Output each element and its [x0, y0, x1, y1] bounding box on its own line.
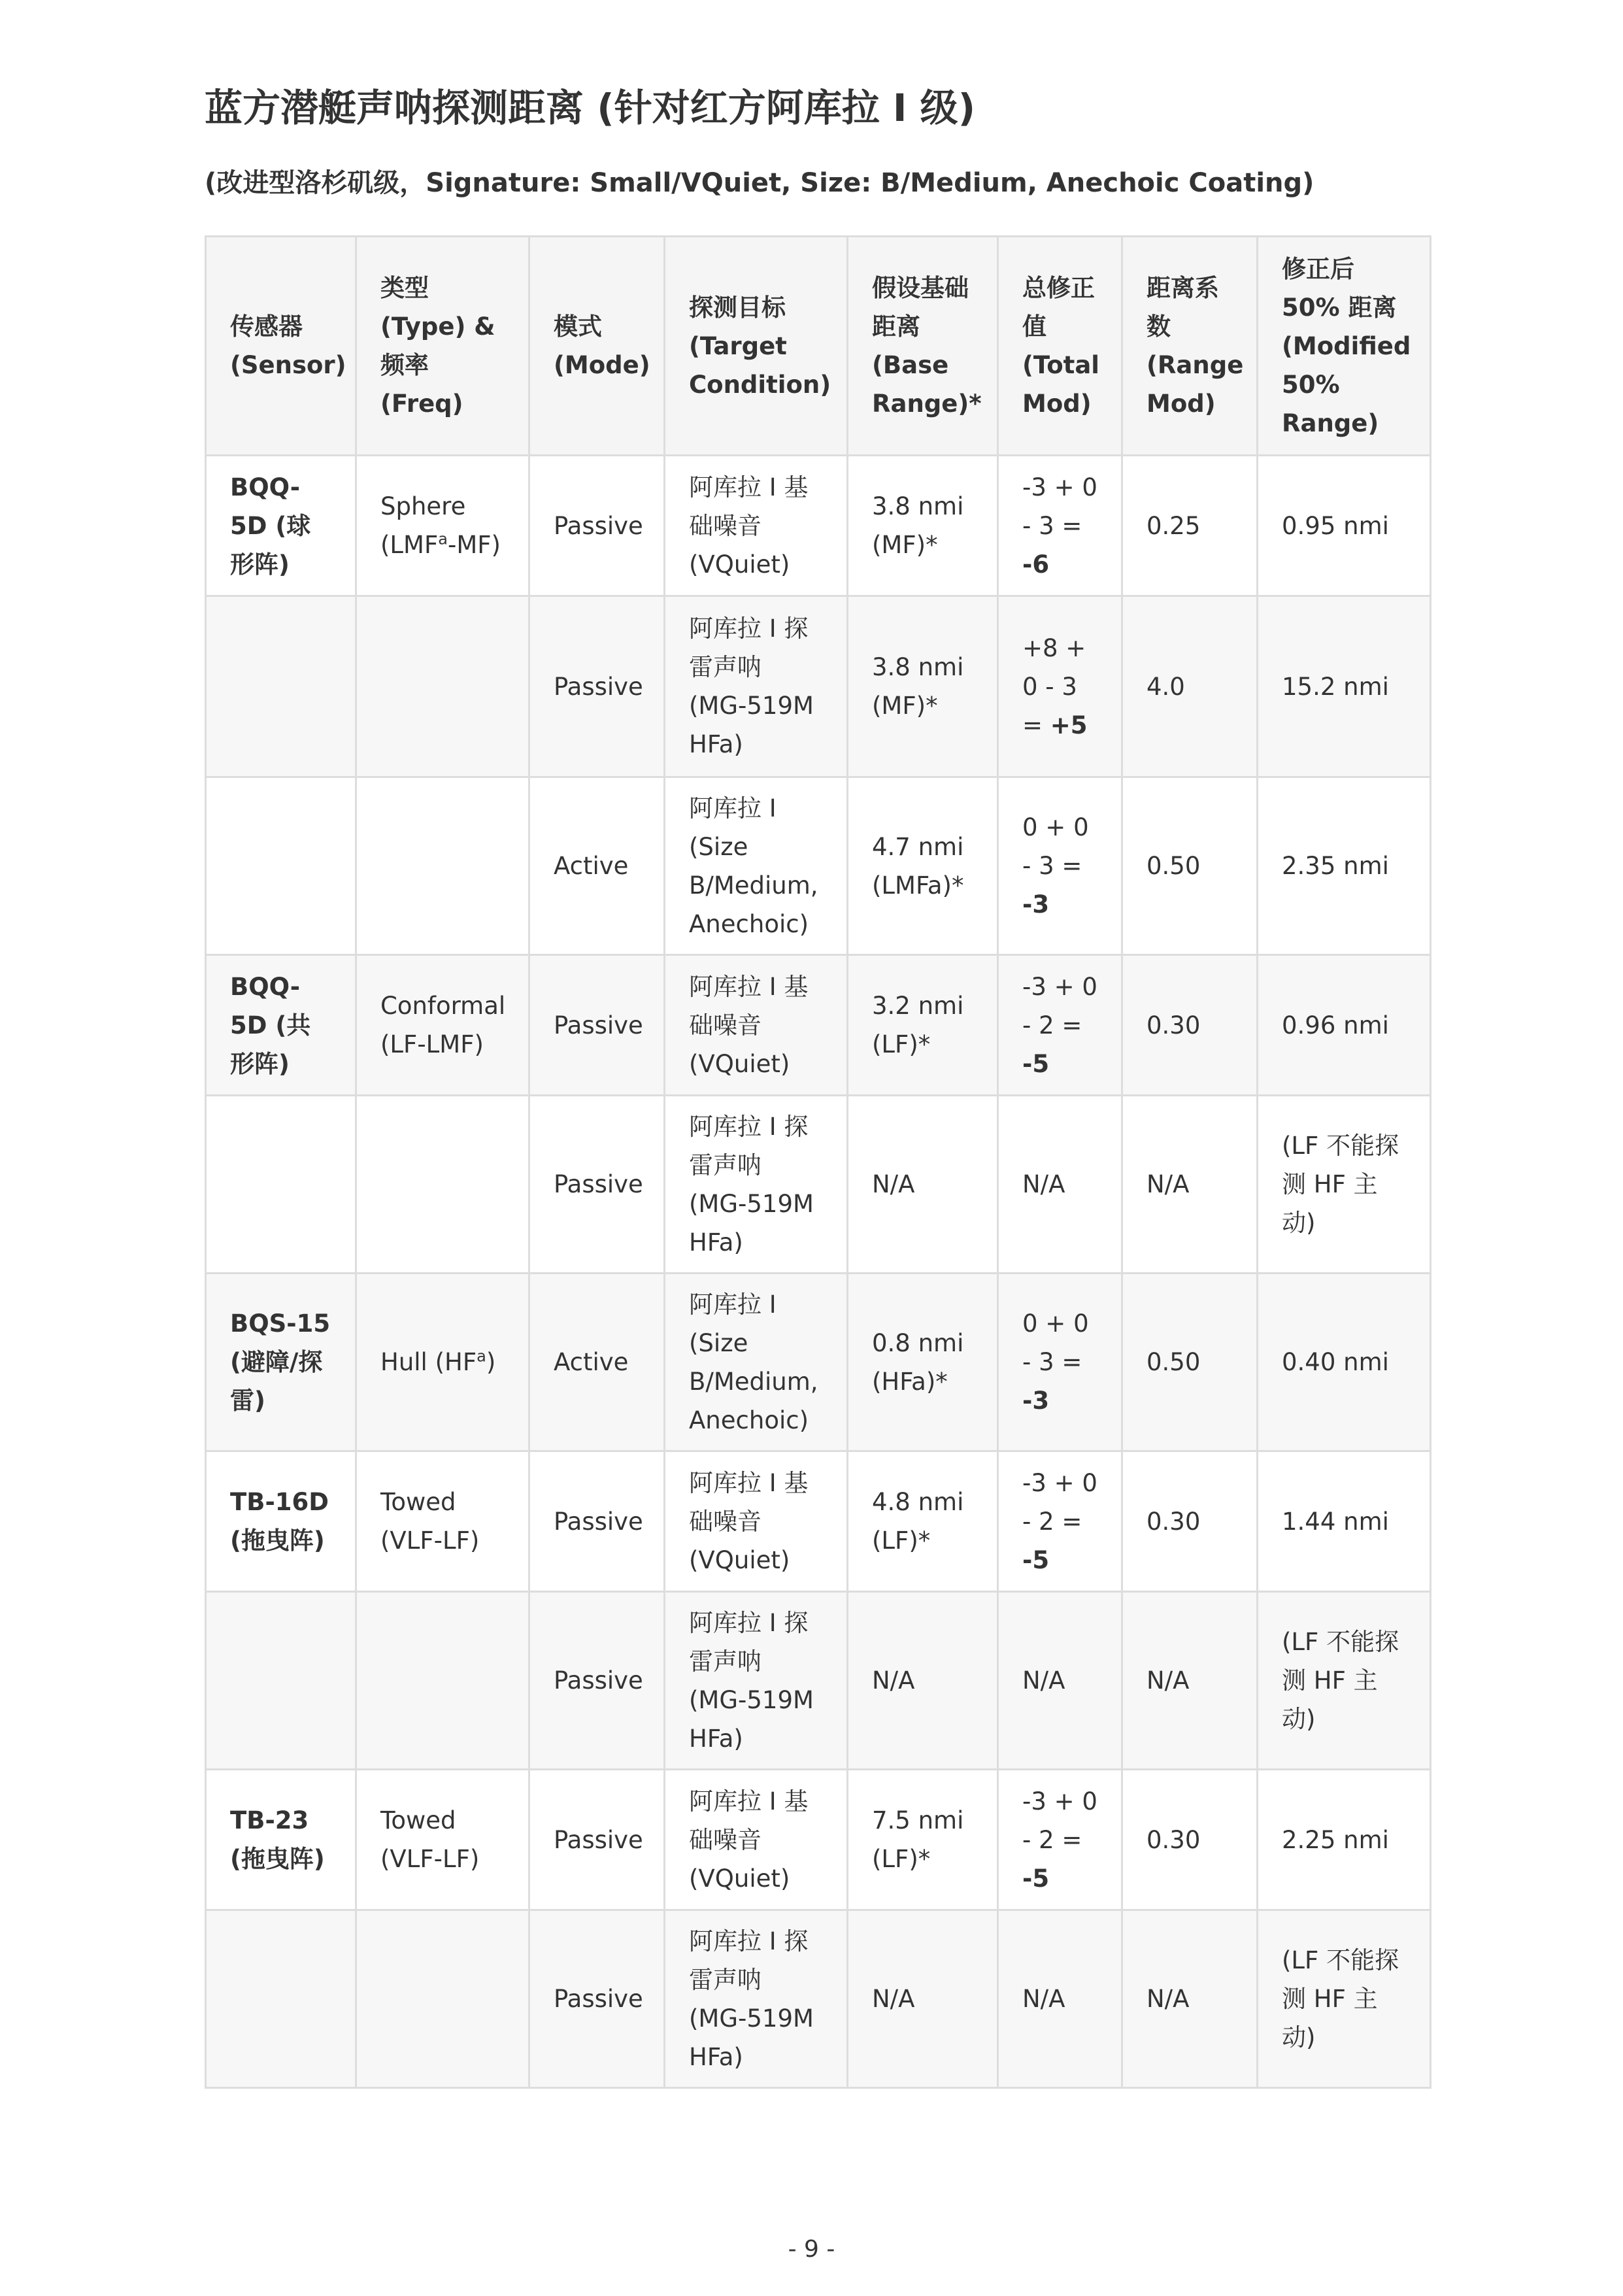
table-row [206, 1592, 1431, 1770]
total-mod-formula: N/A [1022, 1666, 1065, 1695]
mode-cell: Passive [529, 1910, 665, 2088]
total-mod-formula: -3 + 0 - 2 = [1022, 1787, 1097, 1854]
base-range-cell: 0.8 nmi (HFa)* [848, 1274, 998, 1451]
total-mod-result: -5 [1022, 1864, 1050, 1893]
type-freq-cell [356, 1274, 529, 1451]
page-title: 蓝方潜艇声呐探测距离 (针对红方阿库拉 I 级) [205, 86, 976, 130]
total-mod-cell [998, 456, 1122, 596]
range-mod-cell: 0.50 [1122, 777, 1258, 955]
total-mod-cell [998, 1910, 1122, 2088]
modified-range-cell: (LF 不能探测 HF 主动) [1258, 1910, 1431, 2088]
table-row [206, 1274, 1431, 1451]
target-condition-cell: 阿库拉 I 探雷声呐 (MG-519M HFa) [665, 1592, 848, 1770]
type-freq-text-suffix: ) [486, 1348, 496, 1376]
table-row [206, 596, 1431, 777]
type-freq-text: Conformal (LF-LMF) [380, 992, 506, 1058]
total-mod-cell [998, 1770, 1122, 1910]
type-freq-cell [356, 1451, 529, 1592]
modified-range-cell: 0.40 nmi [1258, 1274, 1431, 1451]
sensor-cell: BQQ-5D (共形阵) [206, 955, 356, 1096]
total-mod-formula: -3 + 0 - 2 = [1022, 972, 1097, 1039]
type-freq-cell [356, 1096, 529, 1274]
modified-range-cell: 0.95 nmi [1258, 456, 1431, 596]
total-mod-result: -3 [1022, 1387, 1050, 1415]
modified-range-cell: 2.35 nmi [1258, 777, 1431, 955]
base-range-cell: 3.2 nmi (LF)* [848, 955, 998, 1096]
header-sensor: 传感器 (Sensor) [206, 237, 356, 456]
page-subtitle: (改进型洛杉矶级，Signature: Small/VQuiet, Size: B/Medium, Anechoic Coating) [205, 168, 1314, 198]
modified-range-cell: 1.44 nmi [1258, 1451, 1431, 1592]
header-total-mod: 总修正值 (Total Mod) [998, 237, 1122, 456]
total-mod-cell [998, 1592, 1122, 1770]
header-type-freq: 类型 (Type) & 频率 (Freq) [356, 237, 529, 456]
target-condition-cell: 阿库拉 I 探雷声呐 (MG-519M HFa) [665, 596, 848, 777]
type-freq-text: Hull (HF [380, 1348, 477, 1376]
header-mode: 模式 (Mode) [529, 237, 665, 456]
target-condition-cell: 阿库拉 I (Size B/Medium, Anechoic) [665, 777, 848, 955]
table-row [206, 456, 1431, 596]
type-freq-cell [356, 1770, 529, 1910]
mode-cell: Passive [529, 456, 665, 596]
sensor-cell: BQS-15 (避障/探雷) [206, 1274, 356, 1451]
total-mod-formula: +8 + 0 - 3 = [1022, 633, 1086, 739]
sensor-cell [206, 1592, 356, 1770]
modified-range-cell: (LF 不能探测 HF 主动) [1258, 1096, 1431, 1274]
total-mod-cell [998, 955, 1122, 1096]
header-range-mod: 距离系数 (Range Mod) [1122, 237, 1258, 456]
type-freq-superscript: a [477, 1347, 486, 1366]
range-mod-cell: 0.30 [1122, 1770, 1258, 1910]
base-range-cell: N/A [848, 1910, 998, 2088]
type-freq-cell [356, 596, 529, 777]
page-number: - 9 - [788, 2236, 835, 2263]
base-range-cell: 3.8 nmi (MF)* [848, 596, 998, 777]
total-mod-result: +5 [1050, 711, 1088, 739]
mode-cell: Passive [529, 955, 665, 1096]
table-header-row [206, 237, 1431, 456]
modified-range-cell: 2.25 nmi [1258, 1770, 1431, 1910]
total-mod-result: -3 [1022, 890, 1050, 919]
base-range-cell: N/A [848, 1592, 998, 1770]
type-freq-text: Sphere (LMF [380, 492, 466, 559]
base-range-cell: N/A [848, 1096, 998, 1274]
type-freq-cell [356, 1592, 529, 1770]
type-freq-text-suffix: -MF) [447, 531, 501, 559]
modified-range-cell: 15.2 nmi [1258, 596, 1431, 777]
type-freq-cell [356, 777, 529, 955]
base-range-cell: 4.7 nmi (LMFa)* [848, 777, 998, 955]
sensor-cell [206, 777, 356, 955]
total-mod-result: -5 [1022, 1545, 1050, 1574]
table-row [206, 1451, 1431, 1592]
table-row [206, 955, 1431, 1096]
total-mod-formula: 0 + 0 - 3 = [1022, 1309, 1089, 1376]
base-range-cell: 7.5 nmi (LF)* [848, 1770, 998, 1910]
target-condition-cell: 阿库拉 I 探雷声呐 (MG-519M HFa) [665, 1910, 848, 2088]
base-range-cell: 4.8 nmi (LF)* [848, 1451, 998, 1592]
range-mod-cell: 0.30 [1122, 955, 1258, 1096]
table-row [206, 1096, 1431, 1274]
total-mod-formula: -3 + 0 - 3 = [1022, 473, 1097, 540]
target-condition-cell: 阿库拉 I 基础噪音 (VQuiet) [665, 955, 848, 1096]
header-modified-range: 修正后 50% 距离 (Modified 50% Range) [1258, 237, 1431, 456]
target-condition-cell: 阿库拉 I 基础噪音 (VQuiet) [665, 1451, 848, 1592]
range-mod-cell: N/A [1122, 1910, 1258, 2088]
range-mod-cell: 4.0 [1122, 596, 1258, 777]
total-mod-cell [998, 1274, 1122, 1451]
range-mod-cell: N/A [1122, 1096, 1258, 1274]
mode-cell: Passive [529, 1096, 665, 1274]
header-target-condition: 探测目标 (Target Condition) [665, 237, 848, 456]
target-condition-cell: 阿库拉 I 探雷声呐 (MG-519M HFa) [665, 1096, 848, 1274]
mode-cell: Passive [529, 596, 665, 777]
header-base-range: 假设基础距离 (Base Range)* [848, 237, 998, 456]
mode-cell: Passive [529, 1770, 665, 1910]
range-mod-cell: 0.25 [1122, 456, 1258, 596]
table-row [206, 777, 1431, 955]
range-mod-cell: 0.50 [1122, 1274, 1258, 1451]
sensor-cell [206, 596, 356, 777]
total-mod-formula: 0 + 0 - 3 = [1022, 813, 1089, 880]
table-row [206, 1910, 1431, 2088]
table-row [206, 1770, 1431, 1910]
target-condition-cell: 阿库拉 I 基础噪音 (VQuiet) [665, 1770, 848, 1910]
total-mod-formula: N/A [1022, 1985, 1065, 2013]
total-mod-cell [998, 777, 1122, 955]
modified-range-cell: 0.96 nmi [1258, 955, 1431, 1096]
total-mod-formula: N/A [1022, 1170, 1065, 1198]
type-freq-text: Towed (VLF-LF) [380, 1806, 480, 1873]
base-range-cell: 3.8 nmi (MF)* [848, 456, 998, 596]
type-freq-text: Towed (VLF-LF) [380, 1488, 480, 1555]
total-mod-cell [998, 1451, 1122, 1592]
type-freq-cell [356, 955, 529, 1096]
range-mod-cell: 0.30 [1122, 1451, 1258, 1592]
mode-cell: Passive [529, 1451, 665, 1592]
mode-cell: Passive [529, 1592, 665, 1770]
sensor-cell: BQQ-5D (球形阵) [206, 456, 356, 596]
target-condition-cell: 阿库拉 I 基础噪音 (VQuiet) [665, 456, 848, 596]
sensor-cell: TB-23 (拖曳阵) [206, 1770, 356, 1910]
total-mod-result: -6 [1022, 550, 1050, 579]
range-mod-cell: N/A [1122, 1592, 1258, 1770]
total-mod-cell [998, 1096, 1122, 1274]
total-mod-result: -5 [1022, 1049, 1050, 1078]
mode-cell: Active [529, 777, 665, 955]
type-freq-superscript: a [438, 530, 448, 549]
sensor-cell [206, 1910, 356, 2088]
sensor-cell [206, 1096, 356, 1274]
target-condition-cell: 阿库拉 I (Size B/Medium, Anechoic) [665, 1274, 848, 1451]
type-freq-cell [356, 1910, 529, 2088]
type-freq-cell [356, 456, 529, 596]
mode-cell: Active [529, 1274, 665, 1451]
sensor-cell: TB-16D (拖曳阵) [206, 1451, 356, 1592]
document-page [205, 78, 1429, 2071]
sonar-range-table [205, 235, 1431, 2089]
total-mod-cell [998, 596, 1122, 777]
total-mod-formula: -3 + 0 - 2 = [1022, 1468, 1097, 1536]
modified-range-cell: (LF 不能探测 HF 主动) [1258, 1592, 1431, 1770]
